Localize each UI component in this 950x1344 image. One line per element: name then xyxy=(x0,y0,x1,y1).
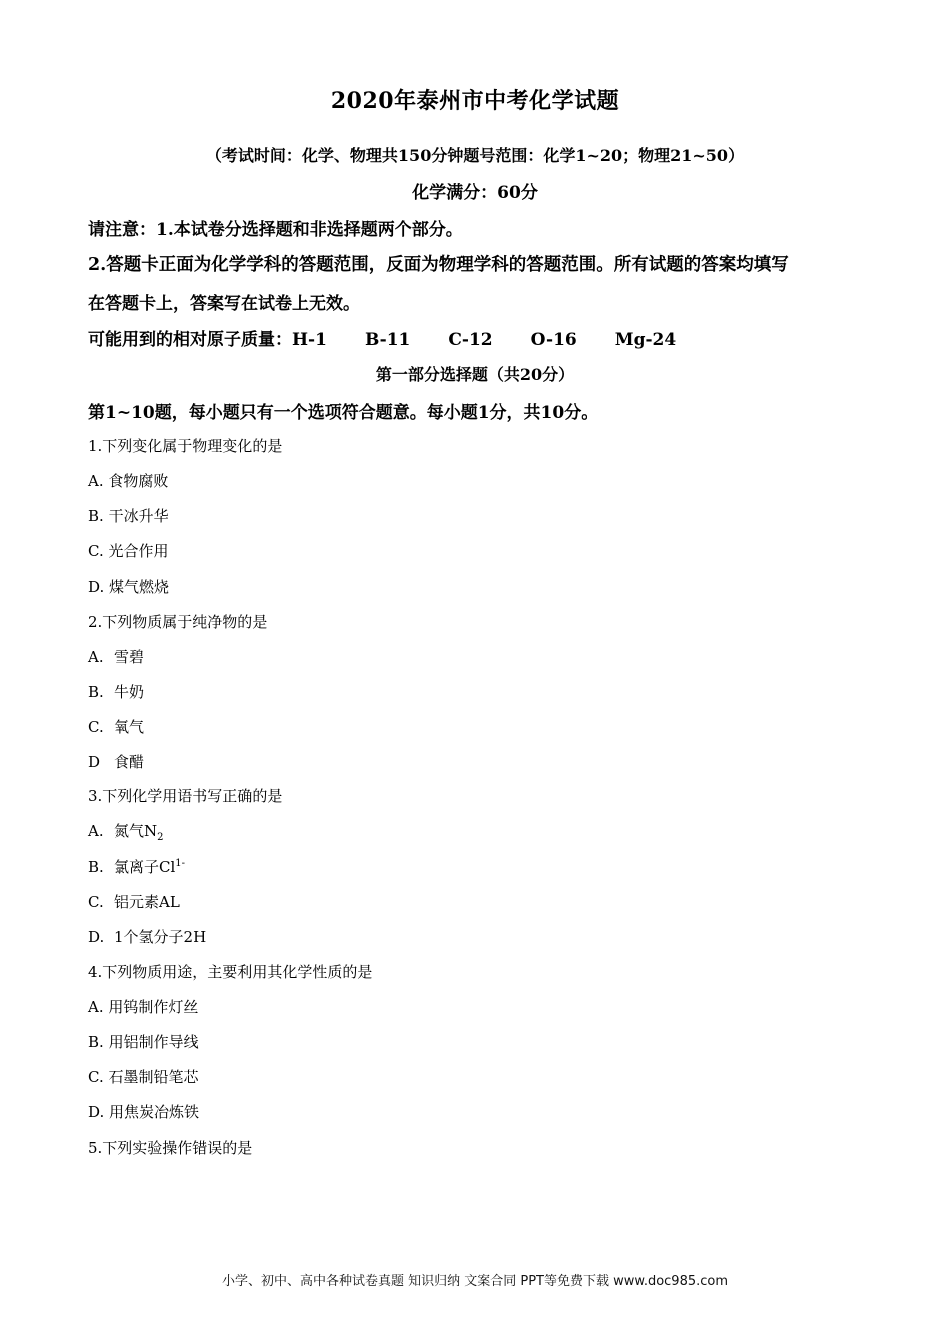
option xyxy=(88,1101,199,1122)
option-letter: A. xyxy=(88,822,104,840)
option-text: 煤气燃烧 xyxy=(109,578,170,596)
option-letter: B. xyxy=(88,1033,104,1051)
option-letter: D. xyxy=(88,928,105,946)
atomic-mass-item: C-12 xyxy=(448,330,493,350)
option xyxy=(88,856,185,877)
option xyxy=(88,926,206,947)
option-letter: C. xyxy=(88,893,104,911)
section-instruction: 第1~10题，每小题只有一个选项符合题意。每小题1分，共10分。 xyxy=(88,403,599,423)
option-letter: D xyxy=(88,753,101,771)
option xyxy=(88,820,164,843)
option xyxy=(88,540,169,561)
option xyxy=(88,891,180,912)
option-text: 雪碧 xyxy=(114,648,145,666)
option-text: 石墨制铅笔芯 xyxy=(108,1068,199,1086)
option xyxy=(88,646,144,667)
option-letter: A. xyxy=(88,998,104,1016)
option-letter: B. xyxy=(88,858,104,876)
option-text: 食物腐败 xyxy=(108,472,169,490)
exam-time-note: （考试时间：化学、物理共150分钟题号范围：化学1~20；物理21~50） xyxy=(205,146,745,165)
page-footer: 小学、初中、高中各种试卷真题 知识归纳 文案合同 PPT等免费下载 www.doc985.com xyxy=(221,1274,729,1289)
full-score: 化学满分：60分 xyxy=(412,183,538,203)
option-text: 用焦炭冶炼铁 xyxy=(109,1103,200,1121)
option-text: 铝元素AL xyxy=(114,893,180,911)
option-text: 干冰升华 xyxy=(108,507,169,525)
option-text: 1个氢分子2H xyxy=(114,928,207,946)
superscript: 1- xyxy=(175,858,186,869)
option-letter: C. xyxy=(88,1068,104,1086)
option-letter: B. xyxy=(88,507,104,525)
question-stem: 4.下列物质用途，主要利用其化学性质的是 xyxy=(88,963,373,981)
atomic-mass-item: B-11 xyxy=(364,330,411,350)
option xyxy=(88,751,144,772)
atomic-mass-item: H-1 xyxy=(292,330,327,350)
option-letter: D. xyxy=(88,578,105,596)
atomic-mass-item: Mg-24 xyxy=(614,330,677,350)
subscript: 2 xyxy=(157,832,164,843)
option xyxy=(88,576,169,597)
notice-line-2: 2.答题卡正面为化学学科的答题范围，反面为物理学科的答题范围。所有试题的答案均填写 xyxy=(88,255,789,275)
option-text: 氯离子Cl xyxy=(114,858,176,876)
notice-line-3: 在答题卡上，答案写在试卷上无效。 xyxy=(88,294,360,314)
option-text: 氮气N xyxy=(114,822,158,840)
question-stem: 2.下列物质属于纯净物的是 xyxy=(88,613,268,631)
option xyxy=(88,470,168,491)
option-text: 氧气 xyxy=(114,718,145,736)
option xyxy=(88,505,169,526)
question-stem: 3.下列化学用语书写正确的是 xyxy=(88,787,283,805)
option xyxy=(88,716,144,737)
option xyxy=(88,1031,199,1052)
option-text: 牛奶 xyxy=(114,683,145,701)
question-stem: 5.下列实验操作错误的是 xyxy=(88,1139,253,1157)
option-text: 食醋 xyxy=(114,753,145,771)
option-letter: B. xyxy=(88,683,104,701)
page-title: 2020年泰州市中考化学试题 xyxy=(330,88,620,114)
option-text: 用钨制作灯丝 xyxy=(108,998,199,1016)
option-text: 用铝制作导线 xyxy=(108,1033,199,1051)
option xyxy=(88,681,144,702)
option-letter: A. xyxy=(88,648,104,666)
part-heading: 第一部分选择题（共20分） xyxy=(375,365,575,384)
option-text: 光合作用 xyxy=(108,542,169,560)
option-letter: C. xyxy=(88,542,104,560)
atomic-masses xyxy=(88,325,676,350)
option xyxy=(88,1066,199,1087)
option xyxy=(88,996,198,1017)
question-stem: 1.下列变化属于物理变化的是 xyxy=(88,437,283,455)
option-letter: D. xyxy=(88,1103,105,1121)
notice-line-1: 请注意：1.本试卷分选择题和非选择题两个部分。 xyxy=(88,220,463,240)
option-letter: A. xyxy=(88,472,104,490)
option-letter: C. xyxy=(88,718,104,736)
atomic-masses-label: 可能用到的相对原子质量： xyxy=(88,330,292,350)
atomic-mass-item: O-16 xyxy=(530,330,577,350)
